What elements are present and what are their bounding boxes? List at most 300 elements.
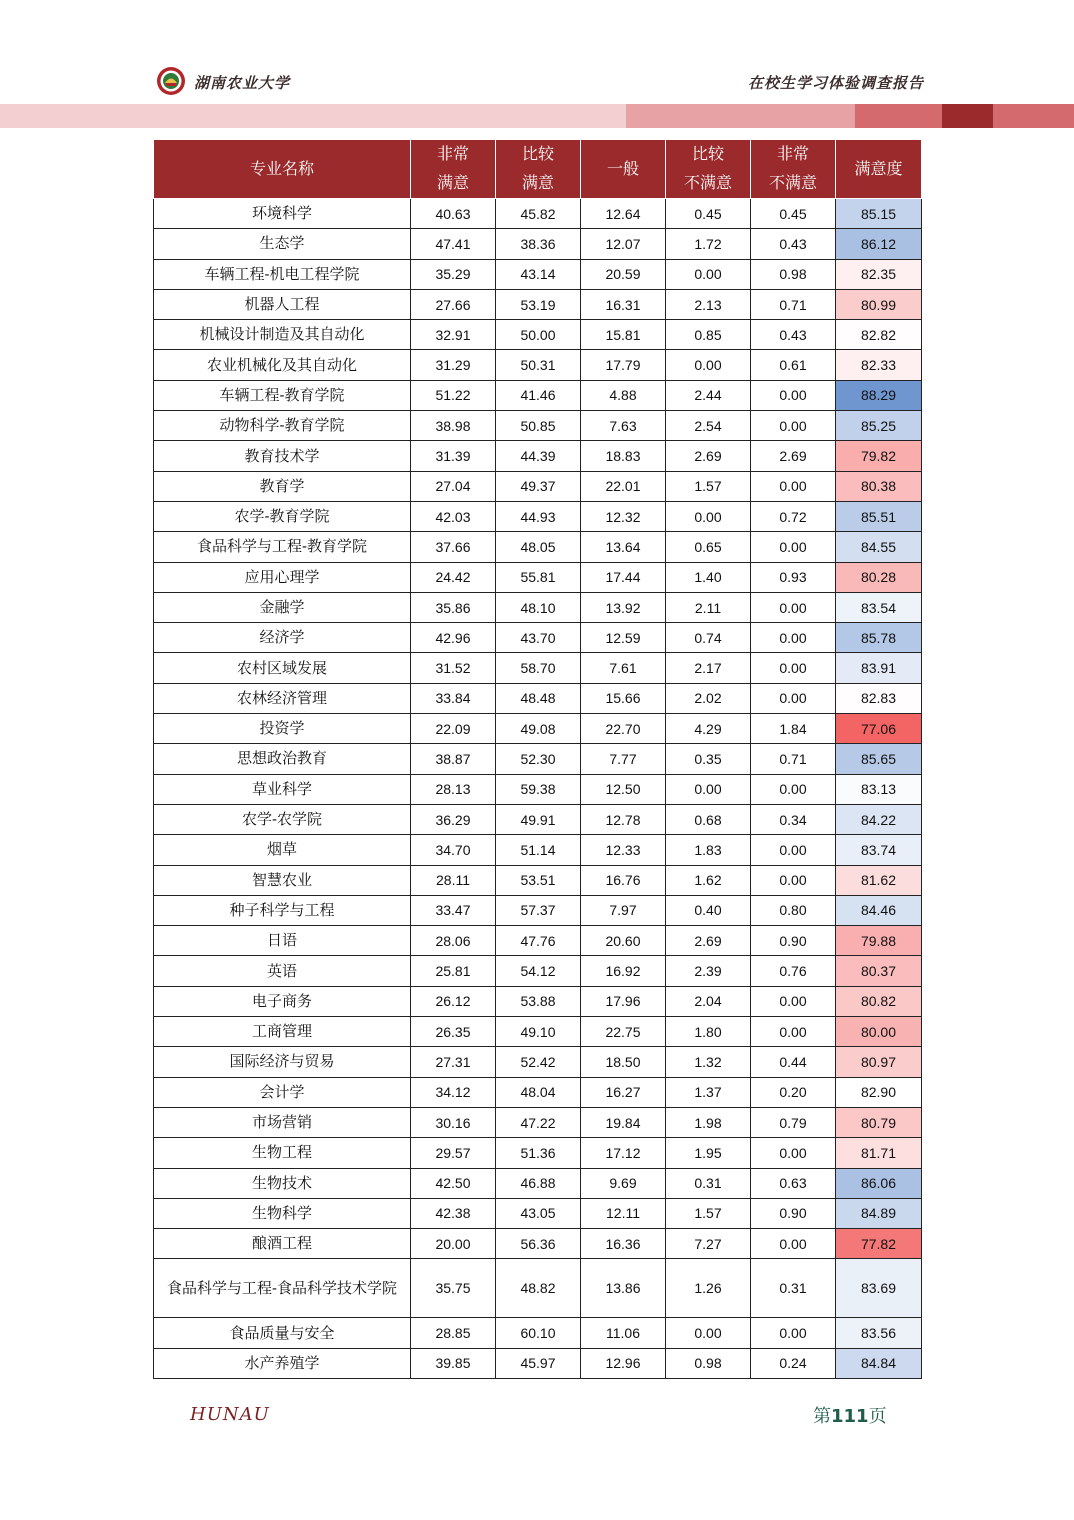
fairly-unsatisfied-cell: 2.11 xyxy=(666,592,751,622)
very-satisfied-cell: 34.70 xyxy=(411,835,496,865)
table-row xyxy=(154,320,922,350)
major-name-cell: 生态学 xyxy=(154,229,411,259)
major-name-cell: 英语 xyxy=(154,956,411,986)
major-name-cell: 应用心理学 xyxy=(154,562,411,592)
major-name-cell: 水产养殖学 xyxy=(154,1348,411,1378)
fairly-unsatisfied-cell: 7.27 xyxy=(666,1229,751,1259)
table-row xyxy=(154,683,922,713)
very-unsatisfied-cell: 2.69 xyxy=(751,441,836,471)
university-name: 湖南农业大学 xyxy=(194,74,291,92)
very-satisfied-cell: 29.57 xyxy=(411,1138,496,1168)
satisfaction-cell: 81.62 xyxy=(836,865,922,895)
very-satisfied-cell: 35.75 xyxy=(411,1259,496,1318)
major-name-cell: 食品质量与安全 xyxy=(154,1318,411,1348)
table-row xyxy=(154,895,922,925)
table-row xyxy=(154,835,922,865)
very-satisfied-cell: 28.11 xyxy=(411,865,496,895)
table-row xyxy=(154,411,922,441)
very-unsatisfied-cell: 0.44 xyxy=(751,1047,836,1077)
very-unsatisfied-cell: 0.00 xyxy=(751,683,836,713)
major-name-cell: 会计学 xyxy=(154,1077,411,1107)
fairly-unsatisfied-cell: 1.57 xyxy=(666,471,751,501)
very-satisfied-cell: 25.81 xyxy=(411,956,496,986)
very-satisfied-cell: 42.38 xyxy=(411,1198,496,1228)
fairly-satisfied-cell: 60.10 xyxy=(496,1318,581,1348)
major-name-cell: 金融学 xyxy=(154,592,411,622)
neutral-cell: 7.61 xyxy=(581,653,666,683)
very-unsatisfied-cell: 0.00 xyxy=(751,1017,836,1047)
satisfaction-cell: 86.06 xyxy=(836,1168,922,1198)
very-satisfied-cell: 42.50 xyxy=(411,1168,496,1198)
table-row xyxy=(154,471,922,501)
table-row xyxy=(154,592,922,622)
satisfaction-cell: 83.69 xyxy=(836,1259,922,1318)
fairly-satisfied-cell: 45.97 xyxy=(496,1348,581,1378)
page-header xyxy=(0,0,1074,104)
very-satisfied-cell: 24.42 xyxy=(411,562,496,592)
table-row xyxy=(154,350,922,380)
neutral-cell: 20.59 xyxy=(581,259,666,289)
fairly-satisfied-cell: 58.70 xyxy=(496,653,581,683)
university-logo-icon xyxy=(156,66,186,96)
very-satisfied-cell: 28.85 xyxy=(411,1318,496,1348)
very-unsatisfied-cell: 0.80 xyxy=(751,895,836,925)
table-row xyxy=(154,926,922,956)
major-name-cell: 投资学 xyxy=(154,714,411,744)
neutral-cell: 12.64 xyxy=(581,199,666,229)
very-unsatisfied-cell: 0.71 xyxy=(751,744,836,774)
major-name-cell: 生物技术 xyxy=(154,1168,411,1198)
fairly-satisfied-cell: 51.14 xyxy=(496,835,581,865)
satisfaction-cell: 85.15 xyxy=(836,199,922,229)
fairly-satisfied-cell: 47.22 xyxy=(496,1107,581,1137)
major-name-cell: 教育学 xyxy=(154,471,411,501)
table-row xyxy=(154,744,922,774)
neutral-cell: 16.27 xyxy=(581,1077,666,1107)
table-row xyxy=(154,1168,922,1198)
very-unsatisfied-cell: 0.00 xyxy=(751,835,836,865)
fairly-satisfied-cell: 50.00 xyxy=(496,320,581,350)
neutral-cell: 13.86 xyxy=(581,1259,666,1318)
very-unsatisfied-cell: 0.76 xyxy=(751,956,836,986)
major-name-cell: 草业科学 xyxy=(154,774,411,804)
table-row xyxy=(154,956,922,986)
fairly-unsatisfied-cell: 0.98 xyxy=(666,1348,751,1378)
satisfaction-cell: 85.25 xyxy=(836,411,922,441)
satisfaction-cell: 83.13 xyxy=(836,774,922,804)
neutral-cell: 13.64 xyxy=(581,532,666,562)
table-row xyxy=(154,774,922,804)
satisfaction-cell: 80.37 xyxy=(836,956,922,986)
footer-brand: HUNAU xyxy=(190,1404,270,1425)
neutral-cell: 20.60 xyxy=(581,926,666,956)
fairly-unsatisfied-cell: 2.13 xyxy=(666,289,751,319)
fairly-unsatisfied-cell: 0.31 xyxy=(666,1168,751,1198)
neutral-cell: 22.01 xyxy=(581,471,666,501)
neutral-cell: 17.44 xyxy=(581,562,666,592)
fairly-satisfied-cell: 49.91 xyxy=(496,804,581,834)
fairly-satisfied-cell: 52.30 xyxy=(496,744,581,774)
table-row xyxy=(154,1259,922,1318)
table-row xyxy=(154,1138,922,1168)
fairly-satisfied-cell: 52.42 xyxy=(496,1047,581,1077)
fairly-unsatisfied-cell: 1.95 xyxy=(666,1138,751,1168)
fairly-unsatisfied-cell: 1.62 xyxy=(666,865,751,895)
fairly-satisfied-cell: 49.37 xyxy=(496,471,581,501)
fairly-unsatisfied-cell: 2.69 xyxy=(666,441,751,471)
major-name-cell: 农业机械化及其自动化 xyxy=(154,350,411,380)
very-unsatisfied-cell: 0.79 xyxy=(751,1107,836,1137)
very-unsatisfied-cell: 0.00 xyxy=(751,623,836,653)
satisfaction-cell: 83.56 xyxy=(836,1318,922,1348)
fairly-unsatisfied-cell: 2.54 xyxy=(666,411,751,441)
major-name-cell: 思想政治教育 xyxy=(154,744,411,774)
neutral-cell: 16.36 xyxy=(581,1229,666,1259)
major-name-cell: 农学-农学院 xyxy=(154,804,411,834)
very-satisfied-cell: 37.66 xyxy=(411,532,496,562)
satisfaction-cell: 80.00 xyxy=(836,1017,922,1047)
fairly-satisfied-cell: 48.05 xyxy=(496,532,581,562)
very-satisfied-cell: 22.09 xyxy=(411,714,496,744)
very-unsatisfied-cell: 0.00 xyxy=(751,774,836,804)
very-unsatisfied-cell: 0.24 xyxy=(751,1348,836,1378)
fairly-unsatisfied-cell: 0.65 xyxy=(666,532,751,562)
satisfaction-cell: 80.38 xyxy=(836,471,922,501)
neutral-cell: 12.07 xyxy=(581,229,666,259)
satisfaction-table xyxy=(153,139,922,1379)
very-unsatisfied-cell: 0.90 xyxy=(751,926,836,956)
major-name-cell: 农林经济管理 xyxy=(154,683,411,713)
very-satisfied-cell: 20.00 xyxy=(411,1229,496,1259)
header-very-satisfied: 非常 满意 xyxy=(411,140,496,199)
table-row xyxy=(154,1017,922,1047)
major-name-cell: 教育技术学 xyxy=(154,441,411,471)
table-row xyxy=(154,532,922,562)
header-neutral: 一般 xyxy=(581,140,666,199)
major-name-cell: 经济学 xyxy=(154,623,411,653)
satisfaction-cell: 80.82 xyxy=(836,986,922,1016)
very-unsatisfied-cell: 0.00 xyxy=(751,471,836,501)
satisfaction-cell: 77.82 xyxy=(836,1229,922,1259)
neutral-cell: 15.66 xyxy=(581,683,666,713)
very-satisfied-cell: 30.16 xyxy=(411,1107,496,1137)
fairly-satisfied-cell: 50.85 xyxy=(496,411,581,441)
fairly-unsatisfied-cell: 0.85 xyxy=(666,320,751,350)
table-row xyxy=(154,804,922,834)
table-row xyxy=(154,501,922,531)
table-row xyxy=(154,1107,922,1137)
major-name-cell: 国际经济与贸易 xyxy=(154,1047,411,1077)
neutral-cell: 13.92 xyxy=(581,592,666,622)
table-body xyxy=(154,199,922,1379)
satisfaction-cell: 84.55 xyxy=(836,532,922,562)
very-satisfied-cell: 27.04 xyxy=(411,471,496,501)
fairly-unsatisfied-cell: 0.00 xyxy=(666,1318,751,1348)
fairly-unsatisfied-cell: 1.26 xyxy=(666,1259,751,1318)
fairly-satisfied-cell: 57.37 xyxy=(496,895,581,925)
neutral-cell: 12.33 xyxy=(581,835,666,865)
very-satisfied-cell: 42.03 xyxy=(411,501,496,531)
neutral-cell: 16.92 xyxy=(581,956,666,986)
fairly-unsatisfied-cell: 0.00 xyxy=(666,350,751,380)
fairly-satisfied-cell: 44.93 xyxy=(496,501,581,531)
fairly-satisfied-cell: 48.82 xyxy=(496,1259,581,1318)
fairly-unsatisfied-cell: 0.45 xyxy=(666,199,751,229)
major-name-cell: 动物科学-教育学院 xyxy=(154,411,411,441)
header-fairly-unsatisfied: 比较 不满意 xyxy=(666,140,751,199)
table-row xyxy=(154,1047,922,1077)
satisfaction-cell: 86.12 xyxy=(836,229,922,259)
fairly-satisfied-cell: 53.88 xyxy=(496,986,581,1016)
satisfaction-cell: 85.51 xyxy=(836,501,922,531)
fairly-unsatisfied-cell: 0.74 xyxy=(666,623,751,653)
neutral-cell: 19.84 xyxy=(581,1107,666,1137)
fairly-unsatisfied-cell: 0.00 xyxy=(666,774,751,804)
neutral-cell: 18.83 xyxy=(581,441,666,471)
neutral-cell: 9.69 xyxy=(581,1168,666,1198)
satisfaction-cell: 79.82 xyxy=(836,441,922,471)
neutral-cell: 16.76 xyxy=(581,865,666,895)
major-name-cell: 车辆工程-机电工程学院 xyxy=(154,259,411,289)
very-satisfied-cell: 26.35 xyxy=(411,1017,496,1047)
neutral-cell: 17.12 xyxy=(581,1138,666,1168)
very-satisfied-cell: 35.86 xyxy=(411,592,496,622)
page-number: 第111页 xyxy=(813,1406,887,1427)
fairly-satisfied-cell: 53.51 xyxy=(496,865,581,895)
satisfaction-cell: 80.99 xyxy=(836,289,922,319)
satisfaction-cell: 83.54 xyxy=(836,592,922,622)
very-unsatisfied-cell: 0.00 xyxy=(751,1229,836,1259)
very-satisfied-cell: 40.63 xyxy=(411,199,496,229)
table-row xyxy=(154,199,922,229)
fairly-satisfied-cell: 51.36 xyxy=(496,1138,581,1168)
very-unsatisfied-cell: 0.34 xyxy=(751,804,836,834)
very-satisfied-cell: 33.47 xyxy=(411,895,496,925)
very-unsatisfied-cell: 0.00 xyxy=(751,592,836,622)
fairly-unsatisfied-cell: 2.44 xyxy=(666,380,751,410)
very-satisfied-cell: 39.85 xyxy=(411,1348,496,1378)
major-name-cell: 农学-教育学院 xyxy=(154,501,411,531)
neutral-cell: 7.77 xyxy=(581,744,666,774)
major-name-cell: 食品科学与工程-教育学院 xyxy=(154,532,411,562)
very-unsatisfied-cell: 0.63 xyxy=(751,1168,836,1198)
table-row xyxy=(154,653,922,683)
very-satisfied-cell: 31.39 xyxy=(411,441,496,471)
very-unsatisfied-cell: 0.31 xyxy=(751,1259,836,1318)
fairly-unsatisfied-cell: 2.02 xyxy=(666,683,751,713)
table-row xyxy=(154,865,922,895)
table-row xyxy=(154,229,922,259)
fairly-unsatisfied-cell: 0.35 xyxy=(666,744,751,774)
table-header-row xyxy=(154,140,922,199)
major-name-cell: 种子科学与工程 xyxy=(154,895,411,925)
fairly-unsatisfied-cell: 1.40 xyxy=(666,562,751,592)
fairly-satisfied-cell: 50.31 xyxy=(496,350,581,380)
very-unsatisfied-cell: 0.00 xyxy=(751,653,836,683)
very-satisfied-cell: 42.96 xyxy=(411,623,496,653)
table-row xyxy=(154,714,922,744)
neutral-cell: 7.63 xyxy=(581,411,666,441)
fairly-satisfied-cell: 46.88 xyxy=(496,1168,581,1198)
major-name-cell: 智慧农业 xyxy=(154,865,411,895)
neutral-cell: 4.88 xyxy=(581,380,666,410)
table-row xyxy=(154,623,922,653)
very-satisfied-cell: 47.41 xyxy=(411,229,496,259)
satisfaction-cell: 84.84 xyxy=(836,1348,922,1378)
very-satisfied-cell: 51.22 xyxy=(411,380,496,410)
very-unsatisfied-cell: 0.00 xyxy=(751,865,836,895)
very-unsatisfied-cell: 0.61 xyxy=(751,350,836,380)
very-satisfied-cell: 26.12 xyxy=(411,986,496,1016)
satisfaction-cell: 82.83 xyxy=(836,683,922,713)
fairly-satisfied-cell: 43.70 xyxy=(496,623,581,653)
neutral-cell: 11.06 xyxy=(581,1318,666,1348)
major-name-cell: 酿酒工程 xyxy=(154,1229,411,1259)
satisfaction-cell: 84.22 xyxy=(836,804,922,834)
fairly-satisfied-cell: 48.10 xyxy=(496,592,581,622)
fairly-satisfied-cell: 56.36 xyxy=(496,1229,581,1259)
very-unsatisfied-cell: 0.98 xyxy=(751,259,836,289)
neutral-cell: 22.70 xyxy=(581,714,666,744)
major-name-cell: 市场营销 xyxy=(154,1107,411,1137)
satisfaction-cell: 85.65 xyxy=(836,744,922,774)
neutral-cell: 12.78 xyxy=(581,804,666,834)
table-row xyxy=(154,380,922,410)
very-satisfied-cell: 28.06 xyxy=(411,926,496,956)
satisfaction-cell: 80.97 xyxy=(836,1047,922,1077)
satisfaction-cell: 85.78 xyxy=(836,623,922,653)
satisfaction-cell: 81.71 xyxy=(836,1138,922,1168)
table-row xyxy=(154,562,922,592)
major-name-cell: 食品科学与工程-食品科学技术学院 xyxy=(154,1259,411,1318)
fairly-satisfied-cell: 38.36 xyxy=(496,229,581,259)
fairly-satisfied-cell: 48.04 xyxy=(496,1077,581,1107)
fairly-satisfied-cell: 55.81 xyxy=(496,562,581,592)
major-name-cell: 烟草 xyxy=(154,835,411,865)
neutral-cell: 17.96 xyxy=(581,986,666,1016)
major-name-cell: 环境科学 xyxy=(154,199,411,229)
fairly-unsatisfied-cell: 0.00 xyxy=(666,259,751,289)
fairly-unsatisfied-cell: 4.29 xyxy=(666,714,751,744)
fairly-unsatisfied-cell: 1.80 xyxy=(666,1017,751,1047)
fairly-satisfied-cell: 43.14 xyxy=(496,259,581,289)
very-unsatisfied-cell: 0.43 xyxy=(751,229,836,259)
satisfaction-cell: 84.46 xyxy=(836,895,922,925)
neutral-cell: 12.59 xyxy=(581,623,666,653)
neutral-cell: 17.79 xyxy=(581,350,666,380)
table-row xyxy=(154,1077,922,1107)
major-name-cell: 工商管理 xyxy=(154,1017,411,1047)
table-row xyxy=(154,1198,922,1228)
fairly-satisfied-cell: 59.38 xyxy=(496,774,581,804)
table-row xyxy=(154,1318,922,1348)
fairly-unsatisfied-cell: 0.00 xyxy=(666,501,751,531)
fairly-unsatisfied-cell: 1.83 xyxy=(666,835,751,865)
fairly-unsatisfied-cell: 1.57 xyxy=(666,1198,751,1228)
header-satisfaction: 满意度 xyxy=(836,140,922,199)
satisfaction-cell: 83.74 xyxy=(836,835,922,865)
table-row xyxy=(154,441,922,471)
major-name-cell: 农村区域发展 xyxy=(154,653,411,683)
major-name-cell: 日语 xyxy=(154,926,411,956)
fairly-satisfied-cell: 44.39 xyxy=(496,441,581,471)
fairly-unsatisfied-cell: 0.68 xyxy=(666,804,751,834)
fairly-satisfied-cell: 54.12 xyxy=(496,956,581,986)
very-satisfied-cell: 31.52 xyxy=(411,653,496,683)
table-row xyxy=(154,289,922,319)
fairly-satisfied-cell: 49.08 xyxy=(496,714,581,744)
neutral-cell: 15.81 xyxy=(581,320,666,350)
header-fairly-satisfied: 比较 满意 xyxy=(496,140,581,199)
major-name-cell: 生物工程 xyxy=(154,1138,411,1168)
very-unsatisfied-cell: 0.72 xyxy=(751,501,836,531)
satisfaction-cell: 88.29 xyxy=(836,380,922,410)
very-satisfied-cell: 27.31 xyxy=(411,1047,496,1077)
very-satisfied-cell: 34.12 xyxy=(411,1077,496,1107)
neutral-cell: 7.97 xyxy=(581,895,666,925)
very-unsatisfied-cell: 0.43 xyxy=(751,320,836,350)
fairly-satisfied-cell: 47.76 xyxy=(496,926,581,956)
satisfaction-cell: 80.79 xyxy=(836,1107,922,1137)
fairly-unsatisfied-cell: 2.39 xyxy=(666,956,751,986)
header-very-unsatisfied: 非常 不满意 xyxy=(751,140,836,199)
satisfaction-cell: 82.35 xyxy=(836,259,922,289)
major-name-cell: 车辆工程-教育学院 xyxy=(154,380,411,410)
very-unsatisfied-cell: 0.20 xyxy=(751,1077,836,1107)
satisfaction-cell: 83.91 xyxy=(836,653,922,683)
very-satisfied-cell: 38.98 xyxy=(411,411,496,441)
major-name-cell: 机器人工程 xyxy=(154,289,411,319)
very-satisfied-cell: 38.87 xyxy=(411,744,496,774)
very-satisfied-cell: 36.29 xyxy=(411,804,496,834)
very-satisfied-cell: 31.29 xyxy=(411,350,496,380)
major-name-cell: 机械设计制造及其自动化 xyxy=(154,320,411,350)
fairly-unsatisfied-cell: 2.04 xyxy=(666,986,751,1016)
neutral-cell: 18.50 xyxy=(581,1047,666,1077)
neutral-cell: 12.50 xyxy=(581,774,666,804)
very-unsatisfied-cell: 0.71 xyxy=(751,289,836,319)
fairly-unsatisfied-cell: 2.17 xyxy=(666,653,751,683)
very-unsatisfied-cell: 0.90 xyxy=(751,1198,836,1228)
very-satisfied-cell: 35.29 xyxy=(411,259,496,289)
neutral-cell: 12.32 xyxy=(581,501,666,531)
satisfaction-cell: 84.89 xyxy=(836,1198,922,1228)
fairly-unsatisfied-cell: 1.37 xyxy=(666,1077,751,1107)
fairly-unsatisfied-cell: 2.69 xyxy=(666,926,751,956)
fairly-unsatisfied-cell: 0.40 xyxy=(666,895,751,925)
very-unsatisfied-cell: 1.84 xyxy=(751,714,836,744)
satisfaction-cell: 80.28 xyxy=(836,562,922,592)
fairly-satisfied-cell: 45.82 xyxy=(496,199,581,229)
fairly-satisfied-cell: 49.10 xyxy=(496,1017,581,1047)
very-unsatisfied-cell: 0.00 xyxy=(751,986,836,1016)
fairly-satisfied-cell: 53.19 xyxy=(496,289,581,319)
satisfaction-cell: 77.06 xyxy=(836,714,922,744)
very-satisfied-cell: 27.66 xyxy=(411,289,496,319)
report-title: 在校生学习体验调查报告 xyxy=(747,74,924,92)
neutral-cell: 12.96 xyxy=(581,1348,666,1378)
very-unsatisfied-cell: 0.93 xyxy=(751,562,836,592)
fairly-satisfied-cell: 43.05 xyxy=(496,1198,581,1228)
very-satisfied-cell: 28.13 xyxy=(411,774,496,804)
table-row xyxy=(154,259,922,289)
very-unsatisfied-cell: 0.00 xyxy=(751,532,836,562)
fairly-satisfied-cell: 41.46 xyxy=(496,380,581,410)
header-major-name: 专业名称 xyxy=(154,140,411,199)
very-unsatisfied-cell: 0.00 xyxy=(751,380,836,410)
very-unsatisfied-cell: 0.00 xyxy=(751,1138,836,1168)
fairly-unsatisfied-cell: 1.98 xyxy=(666,1107,751,1137)
